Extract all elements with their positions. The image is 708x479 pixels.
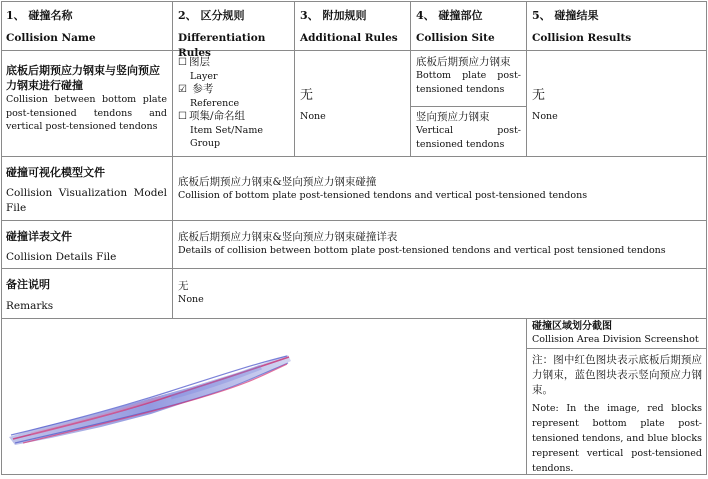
collision-results-en: None: [532, 111, 558, 122]
collision-site-1-cell: [411, 51, 527, 107]
additional-rules-cell: [295, 51, 411, 157]
collision-area-image: [1, 319, 527, 475]
rule-item-set-en: Item Set/Name Group: [190, 124, 263, 149]
details-file-label-en: Collision Details File: [6, 251, 117, 263]
additional-rules-cn: 无: [300, 88, 314, 103]
tendon-model-image: [1, 319, 527, 475]
screenshot-note-cell: [527, 349, 707, 475]
visualization-model-value-cell: [173, 157, 707, 221]
header-collision-results-en: Collision Results: [532, 32, 632, 44]
remarks-value-en: None: [178, 294, 204, 305]
remarks-value-cn: 无: [178, 280, 189, 292]
screenshot-note-en: Note: In the image, red blocks represent bottom plate post-tensioned tendons, and blue blocks represent vertical post-tensioned tendons.: [532, 403, 702, 474]
rule-reference-en: Reference: [190, 97, 240, 109]
remarks-label-en: Remarks: [6, 300, 54, 312]
visualization-model-label-en: Collision Visualization Model File: [6, 187, 167, 214]
screenshot-title-cn: 碰撞区域划分截图: [532, 321, 612, 332]
collision-site-1-cn: 底板后期预应力钢束: [416, 56, 511, 68]
remarks-value-cell: [173, 269, 707, 319]
details-file-value-cn[interactable]: 底板后期预应力钢束&竖向预应力钢束碰撞详表: [178, 231, 398, 243]
rule-layer: [178, 56, 289, 83]
details-file-label-cn: 碰撞详表文件: [6, 230, 72, 243]
visualization-model-label-cell: [1, 157, 173, 221]
details-file-label-cell: [1, 221, 173, 269]
item-set-checkbox[interactable]: ☐: [178, 111, 187, 122]
vertical-tendon-line-top: [11, 356, 287, 435]
rule-layer-en: Layer: [190, 70, 218, 82]
rule-reference: [178, 83, 289, 110]
collision-site-2-cell: [411, 107, 527, 157]
rule-item-set-cn: 项集/命名组: [189, 110, 246, 122]
collision-site-2-cn: 竖向预应力钢束: [416, 111, 490, 123]
header-collision-site: [411, 1, 527, 51]
header-differentiation-rules-en: Differentiation Rules: [178, 32, 266, 59]
visualization-model-value-cn[interactable]: 底板后期预应力钢束&竖向预应力钢束碰撞: [178, 176, 377, 188]
screenshot-title-cell: [527, 319, 707, 349]
header-collision-name-en: Collision Name: [6, 32, 96, 44]
header-collision-site-en: Collision Site: [416, 32, 495, 44]
header-differentiation-rules: [173, 1, 295, 59]
collision-name-cn: 底板后期预应力钢束与竖向预应力钢束进行碰撞: [6, 64, 160, 92]
header-additional-rules: [295, 1, 411, 51]
collision-name-en: Collision between bottom plate post-tensioned tendons and vertical post-tensioned tendons: [6, 94, 167, 132]
header-collision-results-cn: 5、 碰撞结果: [532, 9, 599, 22]
visualization-model-value-en: Collision of bottom plate post-tensioned tendons and vertical post-tensioned tendons: [178, 190, 588, 201]
details-file-value-en: Details of collision between bottom plate post-tensioned tendons and vertical post tensioned tendons: [178, 245, 666, 256]
collision-name-cell: [1, 51, 173, 157]
collision-report-table: [1, 1, 707, 475]
header-additional-rules-en: Additional Rules: [300, 32, 398, 44]
header-collision-name-cn: 1、 碰撞名称: [6, 9, 73, 22]
additional-rules-en: None: [300, 111, 326, 122]
remarks-label-cell: [1, 269, 173, 319]
header-collision-name: [1, 1, 173, 51]
screenshot-title-en: Collision Area Division Screenshot: [532, 334, 699, 345]
rule-reference-cn: 参考: [189, 83, 214, 95]
visualization-model-label-cn: 碰撞可视化模型文件: [6, 166, 105, 179]
screenshot-note-cn: 注：图中红色图块表示底板后期预应力钢束，蓝色图块表示竖向预应力钢束。: [532, 354, 702, 396]
collision-results-cn: 无: [532, 88, 546, 103]
collision-site-2-en: Vertical post-tensioned tendons: [416, 125, 521, 150]
collision-results-cell: [527, 51, 707, 157]
header-collision-site-cn: 4、 碰撞部位: [416, 9, 483, 22]
reference-checkbox[interactable]: ☑: [178, 84, 187, 95]
rule-item-set: [178, 110, 289, 151]
header-additional-rules-cn: 3、 附加规则: [300, 9, 367, 22]
header-collision-results: [527, 1, 707, 51]
collision-site-1-en: Bottom plate post-tensioned tendons: [416, 70, 521, 95]
layer-checkbox[interactable]: ☐: [178, 57, 187, 68]
remarks-label-cn: 备注说明: [6, 278, 50, 291]
differentiation-rules-cell: [173, 51, 295, 157]
header-differentiation-rules-cn: 2、 区分规则: [178, 9, 245, 22]
rule-layer-cn: 图层: [189, 56, 210, 68]
tendon-model: [9, 355, 291, 445]
details-file-value-cell: [173, 221, 707, 269]
